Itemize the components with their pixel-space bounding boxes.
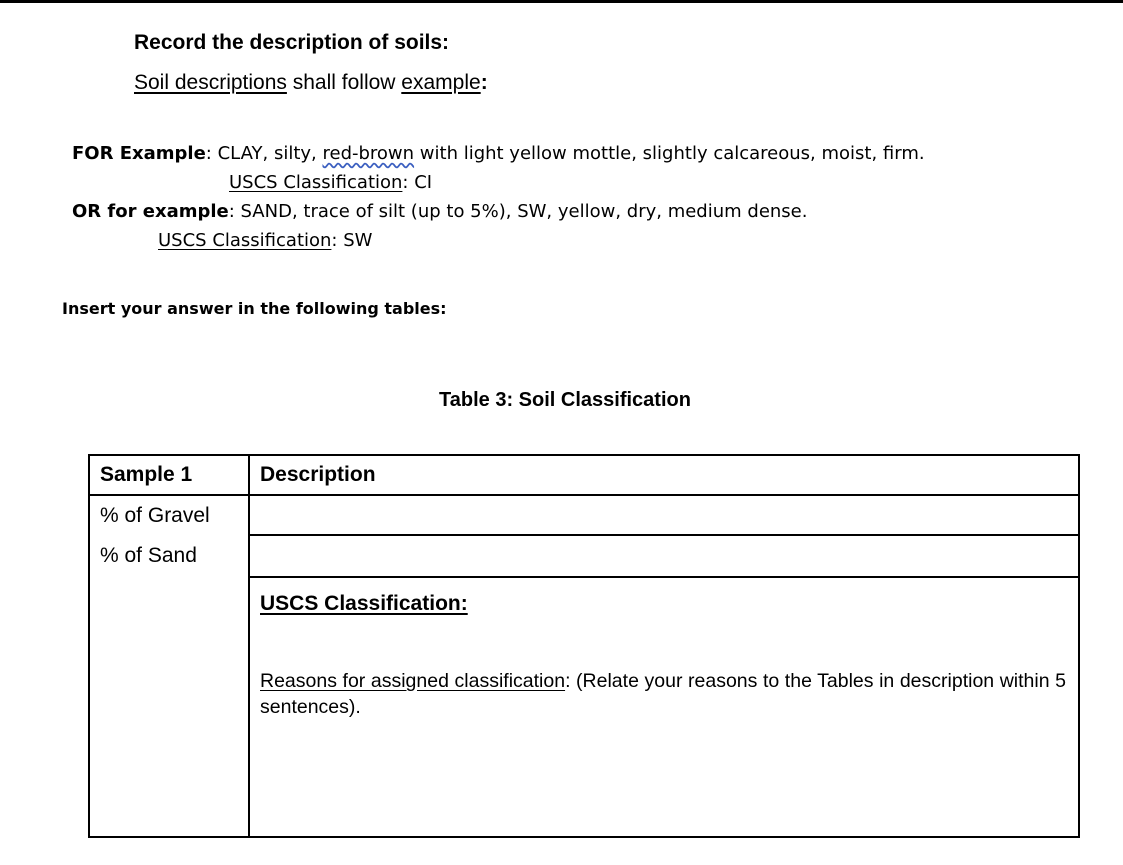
example-2-label: OR for example	[72, 201, 229, 222]
table-instruction: Insert your answer in the following tables:	[62, 299, 447, 318]
reasons-label: Reasons for assigned classification	[260, 670, 566, 692]
table-caption: Table 3: Soil Classification	[439, 389, 691, 411]
classification-row	[89, 577, 1079, 837]
soil-classification-table	[88, 454, 1080, 838]
reasons-paragraph	[260, 668, 1066, 720]
uscs-value-1: : CI	[402, 172, 433, 193]
section-heading: Record the description of soils:	[134, 31, 450, 54]
example-2-classification	[158, 230, 372, 251]
sample-header-cell: Sample 1	[89, 455, 249, 495]
description-header-cell: Description	[249, 455, 1079, 495]
gravel-value-cell[interactable]	[249, 495, 1079, 535]
sand-label-cell: % of Sand	[89, 535, 249, 577]
example-2	[72, 201, 807, 222]
uscs-value-2: : SW	[331, 230, 373, 251]
table-header-row	[89, 455, 1079, 495]
example-1-text-a: : CLAY, silty,	[205, 143, 323, 164]
classification-answer-cell[interactable]	[249, 577, 1079, 837]
uscs-label-2: USCS Classification	[158, 230, 332, 251]
uscs-classification-label: USCS Classification:	[260, 592, 468, 615]
reasons-text: : (Relate your reasons to the Tables in description within 5 sentences).	[260, 670, 1066, 718]
spellcheck-flagged-word[interactable]: red-brown	[322, 143, 415, 164]
left-empty-cell	[89, 577, 249, 837]
gravel-label-cell: % of Gravel	[89, 495, 249, 535]
instructions-text: shall follow	[286, 71, 402, 94]
example-2-text: : SAND, trace of silt (up to 5%), SW, yellow, dry, medium dense.	[228, 201, 808, 222]
sand-value-cell[interactable]	[249, 535, 1079, 577]
example-link: example	[401, 71, 481, 94]
instructions-line	[134, 71, 488, 95]
soil-descriptions-link: Soil descriptions	[134, 71, 287, 94]
example-1-label: FOR Example	[72, 143, 206, 164]
uscs-label-1: USCS Classification	[229, 172, 403, 193]
gravel-row	[89, 495, 1079, 535]
example-1	[72, 143, 925, 164]
sand-row	[89, 535, 1079, 577]
example-1-text-b: with light yellow mottle, slightly calcareous, moist, firm.	[414, 143, 925, 164]
top-border-rule	[0, 0, 1123, 3]
instructions-colon: :	[480, 71, 488, 94]
example-1-classification	[229, 172, 432, 193]
